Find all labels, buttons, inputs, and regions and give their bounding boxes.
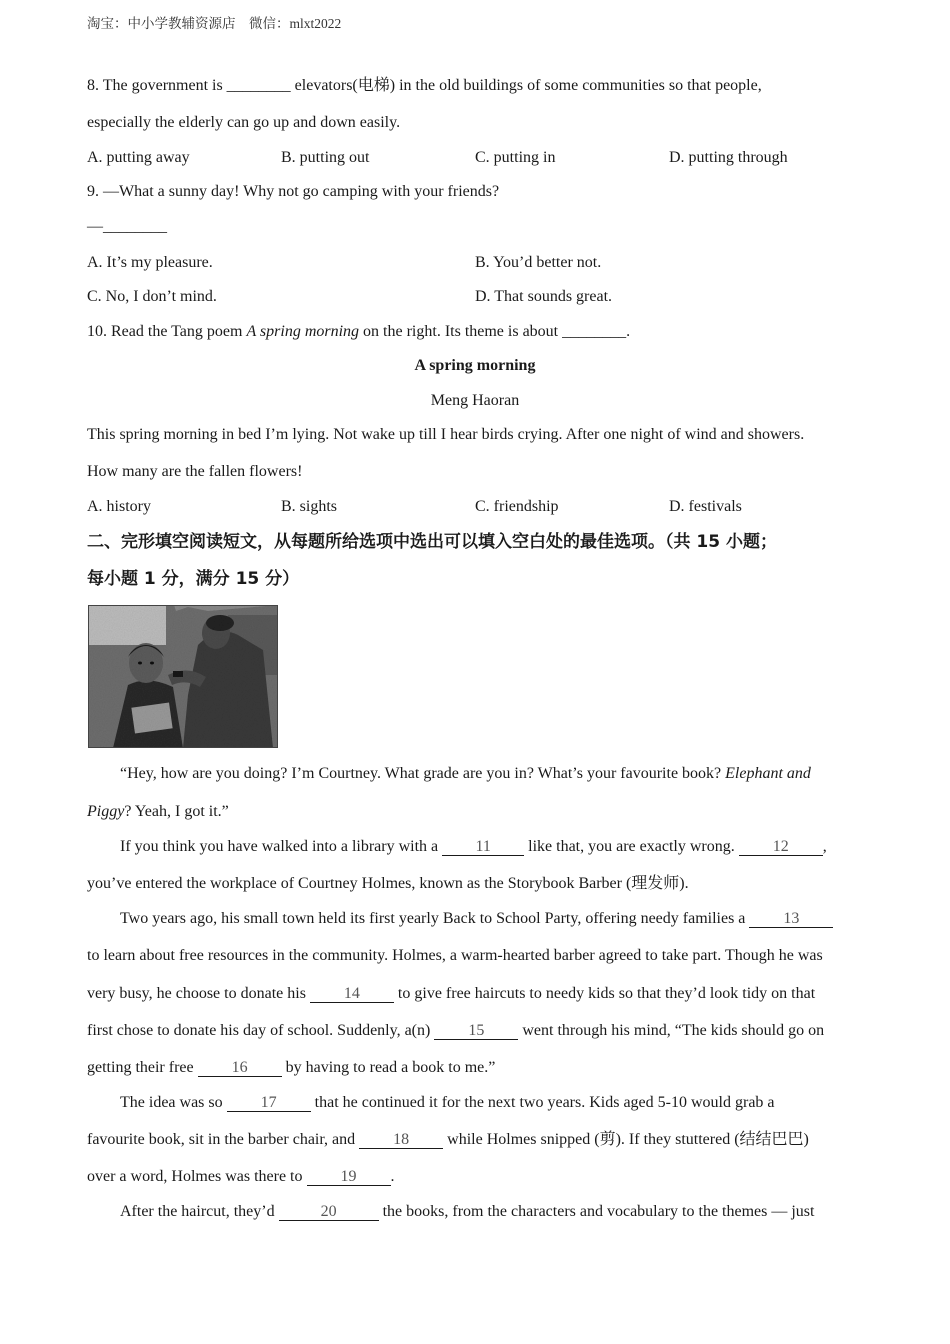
q9-option-a: A. It’s my pleasure. [87, 254, 213, 271]
passage-p3-line-2: to learn about free resources in the community. Holmes, a warm-hearted barber agreed to take part. Though he was [87, 947, 823, 964]
blank-14-number: 14 [343, 985, 360, 1002]
barber-photo [88, 605, 278, 748]
blank-15-number: 15 [468, 1022, 485, 1039]
p4-text-1: The idea was so [120, 1094, 227, 1111]
question-8-line-2: especially the elderly can go up and down easily. [87, 114, 401, 131]
blank-17[interactable] [227, 1095, 311, 1112]
blank-20[interactable] [279, 1204, 379, 1221]
blank-17-number: 17 [260, 1094, 277, 1111]
blank-20-number: 20 [320, 1203, 337, 1220]
blank-16-number: 16 [231, 1059, 248, 1076]
q10-option-d: D. festivals [669, 498, 742, 515]
p3-text-6: getting their free [87, 1059, 198, 1076]
poem-title: A spring morning [414, 357, 536, 374]
p1-book-title-part-2: Piggy [87, 803, 125, 820]
passage-p3-line-4 [87, 1021, 824, 1041]
passage-p2-line-1 [120, 837, 827, 857]
poem-author: Meng Haoran [430, 392, 520, 409]
poem-line-2: How many are the fallen flowers! [87, 463, 303, 480]
blank-15[interactable] [434, 1023, 518, 1040]
q10-pre: 10. Read the Tang poem [87, 323, 247, 340]
q8-option-c: C. putting in [475, 149, 556, 166]
passage-p4-line-2 [87, 1130, 809, 1150]
passage-p5-line-1 [120, 1202, 814, 1222]
blank-18-number: 18 [393, 1131, 410, 1148]
blank-14[interactable] [310, 986, 394, 1003]
blank-12[interactable] [739, 839, 823, 856]
p4-text-3: favourite book, sit in the barber chair, and [87, 1131, 360, 1148]
passage-p3-line-5 [87, 1058, 495, 1078]
p3-text-2: very busy, he choose to donate his [87, 985, 310, 1002]
q10-option-c: C. friendship [475, 498, 559, 515]
blank-19[interactable] [307, 1169, 391, 1186]
p3-text-5: went through his mind, “The kids should go on [518, 1022, 825, 1039]
blank-16[interactable] [198, 1060, 282, 1077]
blank-11-number: 11 [475, 838, 491, 855]
blank-13[interactable] [749, 911, 833, 928]
p1-book-title-part-1: Elephant and [725, 765, 811, 782]
blank-11[interactable] [442, 839, 524, 856]
q8-option-a: A. putting away [87, 149, 190, 166]
passage-p1-line-1 [120, 764, 811, 784]
q9-option-d: D. That sounds great. [475, 288, 613, 305]
blank-12-number: 12 [772, 838, 789, 855]
q9-option-c: C. No, I don’t mind. [87, 288, 217, 305]
p3-text-3: to give free haircuts to needy kids so that they’d look tidy on that [393, 985, 816, 1002]
q9-option-b: B. You’d better not. [475, 254, 602, 271]
p5-text-2: the books, from the characters and vocabulary to the themes — just [378, 1203, 815, 1220]
question-10-line [87, 322, 630, 342]
q10-post: on the right. Its theme is about ________. [359, 323, 631, 340]
q10-poem-title-inline: A spring morning [246, 323, 360, 340]
passage-p3-line-3 [87, 984, 815, 1004]
passage-p4-line-3 [87, 1167, 395, 1187]
section-2-heading-line-1: 二、完形填空阅读短文，从每题所给选项中选出可以填入空白处的最佳选项。（共 15 小题； [87, 532, 777, 552]
p3-text-4: first chose to donate his day of school. Suddenly, a(n) [87, 1022, 435, 1039]
p1-text: “Hey, how are you doing? I’m Courtney. What grade are you in? What’s your favourite book? [120, 765, 726, 782]
p2-text-3: , [822, 838, 827, 855]
blank-13-number: 13 [783, 910, 800, 927]
question-9-line-2: —________ [87, 218, 167, 235]
q8-option-b: B. putting out [281, 149, 370, 166]
p3-text-7: by having to read a book to me.” [281, 1059, 496, 1076]
p4-text-6: . [390, 1168, 395, 1185]
section-2-heading-line-2: 每小题 1 分，满分 15 分） [87, 569, 300, 589]
q8-option-d: D. putting through [669, 149, 788, 166]
page-header: 淘宝：中小学教辅资源店 微信：mlxt2022 [87, 16, 342, 31]
question-9-line-1: 9. —What a sunny day! Why not go camping with your friends? [87, 183, 500, 200]
p4-text-4: while Holmes snipped (剪). If they stuttered (结结巴巴) [443, 1131, 809, 1148]
poem-line-1: This spring morning in bed I’m lying. Not wake up till I hear birds crying. After one night of wind and showers. [87, 426, 805, 443]
p5-text-1: After the haircut, they’d [120, 1203, 279, 1220]
p1-text-end: ? Yeah, I got it.” [124, 803, 229, 820]
blank-18[interactable] [359, 1132, 443, 1149]
p2-text-2: like that, you are exactly wrong. [524, 838, 739, 855]
passage-p1-line-2 [87, 802, 229, 822]
passage-p4-line-1 [120, 1093, 775, 1113]
q10-option-a: A. history [87, 498, 151, 515]
q10-option-b: B. sights [281, 498, 338, 515]
blank-19-number: 19 [340, 1168, 357, 1185]
passage-p3-line-1 [120, 909, 833, 929]
p4-text-2: that he continued it for the next two years. Kids aged 5-10 would grab a [310, 1094, 775, 1111]
p2-text-1: If you think you have walked into a library with a [120, 838, 443, 855]
p4-text-5: over a word, Holmes was there to [87, 1168, 307, 1185]
p3-text-1: Two years ago, his small town held its first yearly Back to School Party, offering needy families a [120, 910, 750, 927]
passage-p2-line-2: you’ve entered the workplace of Courtney Holmes, known as the Storybook Barber (理发师). [87, 875, 689, 892]
question-8-line-1: 8. The government is ________ elevators(电梯) in the old buildings of some communities so that people, [87, 77, 762, 94]
